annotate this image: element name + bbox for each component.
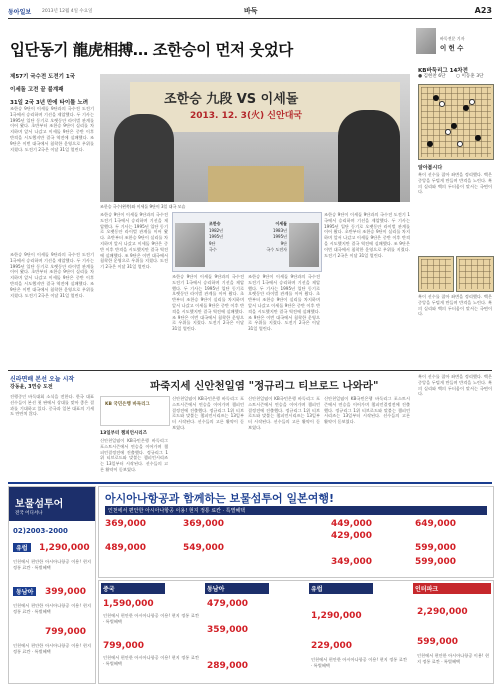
section-name: 바둑	[244, 7, 258, 15]
ad-left-header	[9, 487, 95, 521]
ad-lower-fine-3: 인천에서 편안한 아시아나항공 이용! 현지 정통 료칸 · 특별혜택	[311, 657, 407, 668]
inset-photo-right	[289, 223, 319, 267]
ad-price-3: 449,000	[331, 519, 372, 529]
ad-left-tagline: 전국 어디서나	[15, 511, 43, 516]
ad-lower-price-8: 799,000	[103, 641, 144, 651]
ad-lower	[98, 580, 494, 684]
side-column-body: 흑이 선수를 잡아 좌변을 정리했다. 백은 중앙을 두텁게 만들며 반격을 노린다. 흑의 실리와 백의 두터움이 맞서는 국면이다.	[418, 172, 492, 195]
kb-player-white: ○ 이동훈 3단	[456, 74, 484, 79]
stat-title-right: 국수 도전자	[266, 247, 287, 253]
lower-left-body: 진행중인 바둑대회 소식을 전한다. 한국 대표 선수들이 본선 첫 판에서 상대를 맞아 좋은 결과를 기대하고 있다. 중국과 일본 대표의 기세도 만만치 않다.	[10, 394, 94, 417]
ad-left-phone: 02)2003-2000	[13, 527, 68, 535]
columnist-photo	[416, 28, 436, 54]
ad-lower-label-1: 중국	[101, 583, 165, 594]
paper-name: 동아일보	[8, 9, 32, 16]
ad-price-2: 369,000	[183, 519, 224, 529]
lower-body-2: 신안천일염이 KB국민은행 바둑리그 포스트시즌에서 연승을 이어가며 챔피언결정전에 진출했다. 정규리그 1위 티브로드와 맞붙는 챔피언시리즈는 13일부터 시작된다. 선수들의 고른 활약이 돋보였다.	[172, 396, 244, 430]
lower-body-1: 신안천일염이 KB국민은행 바둑리그 포스트시즌에서 연승을 이어가며 챔피언결정전에 진출했다. 정규리그 1위 티브로드와 맞붙는 챔피언시리즈는 13일부터 시작된다. 선수들의 고른 활약이 돋보였다.	[100, 438, 168, 472]
ad-lower-price-2: 479,000	[207, 599, 248, 609]
kb-player-black: ● 김현찬 6단	[418, 74, 446, 79]
divider-1	[8, 370, 492, 371]
ad-left-fine-3: 인천에서 편안한 아시아나항공 이용! 현지 정통 료칸 · 특별혜택	[13, 643, 91, 654]
lower-left-title: 신라면배 본선 오늘 시작	[10, 376, 75, 383]
subheads	[10, 72, 94, 106]
ad-divider	[8, 482, 492, 484]
stat-birth-left: 1982년	[209, 227, 224, 233]
ad-main	[98, 486, 494, 578]
photo-banner-line1: 조한승 九段 VS 이세돌	[164, 92, 299, 107]
ad-left-fine-2: 인천에서 편안한 아시아나항공 이용! 현지 정통 료칸 · 특별혜택	[13, 603, 91, 614]
ad-price-10: 599,000	[415, 543, 456, 553]
middle-col-4: 조한승 9단이 이세돌 9단과의 국수전 도전기 1국에서 승리하며 기선을 제압했다. 두 기사는 1995년 입단 동기로 오랫동안 라이벌 관계를 이어 왔다. 초반부터 조한승 9단이 실리를 차지하며 앞서 나갔고 이세돌 9단은 중반 이후 반격을 시도했지만 결국 역전에 실패했다. 조 9단은 이번 대국에서 침착한 운영으로 우위를 지켰다. 도전기 2국은 이달 31일 열린다.	[324, 212, 410, 258]
lower-headline: 파죽지세 신안천일염 "정규리그 티브로드 나와라"	[150, 380, 379, 392]
ad-left-region2: 동남아	[13, 587, 36, 596]
ad-price-6: 489,000	[105, 543, 146, 553]
ad-lower-price-6: 229,000	[311, 641, 352, 651]
kb-logo-text: KB 국민은행 바둑리그	[105, 402, 150, 407]
ad-main-sub: 인천에서 편안한 아시아나항공 이용! 현지 정통 료칸 · 특별혜택	[105, 506, 487, 515]
kb-logo	[100, 396, 170, 426]
stat-birth-right: 1983년	[272, 227, 287, 233]
ad-left-fine: 인천에서 편안한 아시아나항공 이용! 현지 정통 료칸 · 특별혜택	[13, 559, 91, 570]
lower-body-4: 신안천일염이 KB국민은행 바둑리그 포스트시즌에서 연승을 이어가며 챔피언결정전에 진출했다. 정규리그 1위 티브로드와 맞붙는 챔피언시리즈는 13일부터 시작된다. 선수들의 고른 활약이 돋보였다.	[324, 396, 410, 425]
ad-left-region1: 유럽	[13, 543, 31, 552]
lower-body-3: 신안천일염이 KB국민은행 바둑리그 포스트시즌에서 연승을 이어가며 챔피언결정전에 진출했다. 정규리그 1위 티브로드와 맞붙는 챔피언시리즈는 13일부터 시작된다. 선수들의 고른 활약이 돋보였다.	[248, 396, 320, 430]
ad-lower-fine-2: 인천에서 편안한 아시아나항공 이용! 현지 정통 료칸 · 특별혜택	[103, 655, 199, 666]
go-board	[418, 84, 494, 160]
main-headline: 입단동기 龍虎相搏… 조한승이 먼저 웃었다	[10, 41, 293, 59]
columnist-name: 이 헌 수	[440, 44, 464, 52]
ad-lower-price-5: 2,290,000	[417, 607, 468, 617]
ad-lower-fine-4: 인천에서 편안한 아시아나항공 이용! 현지 정통 료칸 · 특별혜택	[417, 653, 489, 664]
main-photo	[100, 74, 410, 202]
ad-lower-price-4: 359,000	[207, 625, 248, 635]
photo-caption: 조한승 국수(왼쪽)와 이세돌 9단이 3일 대국 모습	[100, 204, 186, 209]
lower-sub: 13일부터 챔피언시리즈	[100, 431, 147, 436]
stat-name-right: 이세돌	[275, 221, 287, 226]
ad-lower-price-1: 1,590,000	[103, 599, 154, 609]
ad-price-1: 369,000	[105, 519, 146, 529]
subhead-1: 제57기 국수전 도전기 1국	[10, 74, 76, 80]
ad-price-9: 599,000	[415, 557, 456, 567]
ad-price-7: 549,000	[183, 543, 224, 553]
middle-col-1: 조한승 9단이 이세돌 9단과의 국수전 도전기 1국에서 승리하며 기선을 제압했다. 두 기사는 1995년 입단 동기로 오랫동안 라이벌 관계를 이어 왔다. 초반부터 조한승 9단이 실리를 차지하며 앞서 나갔고 이세돌 9단은 중반 이후 반격을 시도했지만 결국 역전에 실패했다. 조 9단은 이번 대국에서 침착한 운영으로 우위를 지켰다. 도전기 2국은 이달 31일 열린다.	[100, 212, 168, 270]
ad-left-brand: 보물섬투어	[15, 499, 64, 510]
photo-banner-line2: 2013. 12. 3(火) 신안대국	[190, 111, 303, 121]
ad-left	[8, 486, 96, 684]
player-right	[338, 110, 400, 202]
ad-lower-price-3: 1,290,000	[311, 611, 362, 621]
stats-box	[172, 212, 322, 272]
go-board-small-1	[418, 256, 454, 292]
main-article-body: 조한승 9단이 이세돌 9단과의 국수전 도전기 1국에서 승리하며 기선을 제압했다. 두 기사는 1995년 입단 동기로 오랫동안 라이벌 관계를 이어 왔다. 초반부터 조한승 9단이 실리를 차지하며 앞서 나갔고 이세돌 9단은 중반 이후 반격을 시도했지만 결국 역전에 실패했다. 조 9단은 이번 대국에서 침착한 운영으로 우위를 지켰다. 도전기 2국은 이달 31일 열린다.	[10, 106, 94, 152]
go-board-small-2	[456, 256, 494, 292]
middle-col-2: 조한승 9단이 이세돌 9단과의 국수전 도전기 1국에서 승리하며 기선을 제압했다. 두 기사는 1995년 입단 동기로 오랫동안 라이벌 관계를 이어 왔다. 초반부터 조한승 9단이 실리를 차지하며 앞서 나갔고 이세돌 9단은 중반 이후 반격을 시도했지만 결국 역전에 실패했다. 조 9단은 이번 대국에서 침착한 운영으로 우위를 지켰다. 도전기 2국은 이달 31일 열린다.	[172, 274, 244, 332]
ad-lower-price-9: 289,000	[207, 661, 248, 671]
ad-lower-price-7: 599,000	[417, 637, 458, 647]
player-left	[114, 114, 174, 202]
page-number: A23	[474, 6, 492, 15]
ad-lower-label-3: 유럽	[309, 583, 373, 594]
ad-lower-label-2: 동남아	[205, 583, 269, 594]
ad-left-price3: 799,000	[45, 627, 86, 637]
middle-col-3: 조한승 9단이 이세돌 9단과의 국수전 도전기 1국에서 승리하며 기선을 제압했다. 두 기사는 1995년 입단 동기로 오랫동안 라이벌 관계를 이어 왔다. 초반부터 조한승 9단이 실리를 차지하며 앞서 나갔고 이세돌 9단은 중반 이후 반격을 시도했지만 결국 역전에 실패했다. 조 9단은 이번 대국에서 침착한 운영으로 우위를 지켰다. 도전기 2국은 이달 31일 열린다.	[248, 274, 320, 332]
ad-price-5: 429,000	[331, 531, 372, 541]
stats-table	[209, 221, 287, 254]
ad-lower-fine-1: 인천에서 편안한 아시아나항공 이용! 현지 정통 료칸 · 특별혜택	[103, 613, 199, 624]
inset-photo-left	[175, 223, 205, 267]
kb-title: KB바둑리그 14차전	[418, 68, 468, 74]
issue-date: 2013년 12월 4일 수요일	[42, 9, 93, 14]
stat-pro-left: 1995년	[209, 234, 224, 240]
ad-price-grid	[105, 517, 487, 573]
ad-main-banner: 아시아나항공과 함께하는 보물섬투어 일본여행!	[105, 492, 335, 505]
stat-rank-left: 9단	[209, 240, 216, 246]
columnist-box	[416, 28, 492, 60]
stat-name-left: 조한승	[209, 221, 221, 226]
side-column-label: 알아봅시다	[418, 165, 443, 171]
lower-left-sub: 강동윤, 3연승 도전	[10, 384, 53, 390]
main-article-body-cont: 조한승 9단이 이세돌 9단과의 국수전 도전기 1국에서 승리하며 기선을 제압했다. 두 기사는 1995년 입단 동기로 오랫동안 라이벌 관계를 이어 왔다. 초반부터 조한승 9단이 실리를 차지하며 앞서 나갔고 이세돌 9단은 중반 이후 반격을 시도했지만 결국 역전에 실패했다. 조 9단은 이번 대국에서 침착한 운영으로 우위를 지켰다. 도전기 2국은 이달 31일 열린다.	[10, 252, 94, 298]
side-column-body-2: 흑이 선수를 잡아 좌변을 정리했다. 백은 중앙을 두텁게 만들며 반격을 노린다. 흑의 실리와 백의 두터움이 맞서는 국면이다.	[418, 294, 492, 317]
masthead	[8, 6, 492, 19]
stat-title-left: 국수	[209, 247, 217, 253]
ad-price-8: 349,000	[331, 557, 372, 567]
stat-rank-right: 9단	[280, 240, 287, 246]
ad-price-4: 649,000	[415, 519, 456, 529]
stat-pro-right: 1995년	[272, 234, 287, 240]
ad-left-price2: 399,000	[45, 587, 86, 597]
lower-body-5: 흑이 선수를 잡아 좌변을 정리했다. 백은 중앙을 두텁게 만들며 반격을 노린다. 흑의 실리와 백의 두터움이 맞서는 국면이다.	[418, 374, 492, 397]
ad-left-price1: 1,290,000	[39, 543, 90, 553]
ad-lower-label-4: 인터파크	[413, 583, 491, 594]
columnist-label: 바둑전문 기자	[440, 36, 465, 41]
go-board-photo	[208, 166, 304, 202]
subhead-3: 31일 2국 3년 만에 타이틀 노려	[10, 100, 89, 106]
subhead-2: 이세돌 고전 끝 불계패	[10, 87, 64, 93]
